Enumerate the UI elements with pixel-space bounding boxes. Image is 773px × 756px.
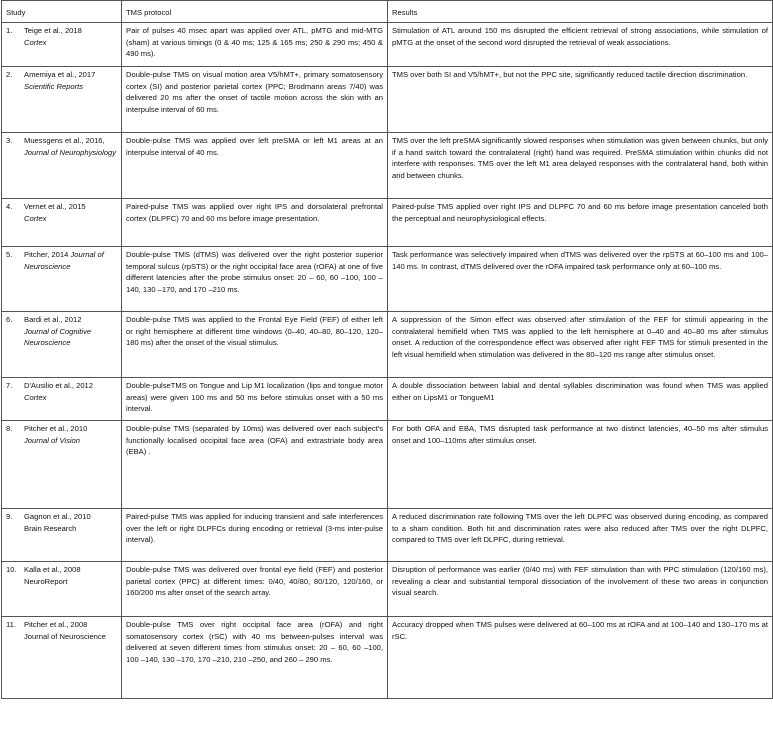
- row-number: 7.: [6, 381, 13, 390]
- row-number: 4.: [6, 202, 13, 211]
- table-row: [2, 509, 773, 562]
- results-cell: Accuracy dropped when TMS pulses were delivered at 60–100 ms at rOFA and at 100–140 and 130–170 ms at rSC.: [388, 617, 773, 699]
- study-journal: Brain Research: [24, 523, 77, 533]
- study-journal: NeuroReport: [24, 576, 68, 586]
- study-cell: [2, 67, 122, 133]
- results-cell: A reduced discrimination rate following TMS over the left DLPFC was observed during encoding, as compared to a sham condition. Both hit and discrimination rates were also reduced after TMS over the right DLPFC, compared to TMS over left DLPFC, during retrieval.: [388, 509, 773, 562]
- row-number: 11.: [6, 620, 16, 629]
- protocol-cell: Double-pulse TMS was applied to the Frontal Eye Field (FEF) of either left or right hemisphere at different time windows (0–40, 40–80, 80–120, 120–180 ms) after the onset of the visual stimulus.: [122, 312, 388, 378]
- study-cell: [2, 23, 122, 67]
- study-journal: Journal of Neurophysiology: [24, 147, 117, 157]
- study-citation: Pitcher et al., 2010: [24, 424, 88, 433]
- study-citation: Muessgens et al., 2016,: [24, 136, 105, 145]
- row-number: 9.: [6, 512, 13, 521]
- table-row: [2, 247, 773, 312]
- row-number: 2.: [6, 70, 13, 79]
- protocol-cell: Double-pulse TMS (separated by 10ms) was delivered over each subject's functionally localised occipital face area (OFA) and extrastriate body area (EBA) .: [122, 421, 388, 509]
- header-row: [2, 1, 773, 23]
- row-number: 3.: [6, 136, 13, 145]
- results-cell: TMS over the left preSMA significantly slowed responses when stimulation was given between chunks, but only if a hand switch toward the contralateral (right) hand was required. PreSMA stimulation within chunks did not interfere with responses. TMS over the left M1 area delayed responses with the contralateral hand, both within and between chunks.: [388, 133, 773, 199]
- protocol-cell: Double-pulseTMS on Tongue and Lip M1 localization (lips and tongue motor areas) were given 100 ms and 50 ms before stimulus onset with a 50 ms interval.: [122, 378, 388, 421]
- results-cell: Disruption of performance was earlier (0/40 ms) with FEF stimulation than with PPC stimulation (120/160 ms), revealing a clear and substantial temporal dissociation of the involvement of these two areas in conjunction visual search.: [388, 562, 773, 617]
- study-cell: [2, 617, 122, 699]
- results-cell: For both OFA and EBA, TMS disrupted task performance at two distinct latencies, 40–50 ms after stimulus onset and 100–110ms after stimulus onset.: [388, 421, 773, 509]
- table-row: [2, 312, 773, 378]
- study-citation: Gagnon et al., 2010: [24, 512, 91, 521]
- study-citation: Teige et al., 2018: [24, 26, 82, 35]
- study-journal: Journal of Vision: [24, 435, 81, 445]
- results-cell: TMS over both SI and V5/hMT+, but not the PPC site, significantly reduced tactile direction discrimination.: [388, 67, 773, 133]
- study-citation: Kalla et al., 2008: [24, 565, 81, 574]
- results-cell: A suppression of the Simon effect was observed after stimulation of the FEF for stimuli appearing in the contralateral hemifield when TMS was applied to the left hemisphere at 0–40 and 40–80 ms after stimulus onset. A reduction of the correspondence effect was observed after right FEF TMS for stimuli presented in the left visual hemifield when stimulation was delivered in the 80–120 ms range after stimulus onset.: [388, 312, 773, 378]
- table-row: [2, 617, 773, 699]
- study-cell: [2, 509, 122, 562]
- study-journal: Journal of Neuroscience: [24, 250, 104, 271]
- row-number: 6.: [6, 315, 13, 324]
- tms-studies-table: [1, 0, 773, 699]
- table-row: [2, 421, 773, 509]
- study-cell: [2, 421, 122, 509]
- header-protocol: TMS protocol: [122, 1, 388, 23]
- study-journal: Journal of Cognitive Neuroscience: [24, 326, 92, 348]
- header-study: Study: [2, 1, 122, 23]
- table-row: [2, 67, 773, 133]
- study-cell: [2, 199, 122, 247]
- row-number: 1.: [6, 26, 13, 35]
- protocol-cell: Double-pulse TMS on visual motion area V5/hMT+, primary somatosensory cortex (SI) and posterior parietal cortex (PPC; Brodmann areas 7/40) was delivered 20 ms after the onset of tactile motion across the skin with an interpulse interval of 60 ms.: [122, 67, 388, 133]
- protocol-cell: Pair of pulses 40 msec apart was applied over ATL, pMTG and mid-MTG (sham) at various timings (0 & 40 ms; 125 & 165 ms; 250 & 290 ms; 450 & 490 ms).: [122, 23, 388, 67]
- results-cell: A double dissociation between labial and dental syllables discrimination was found when TMS was applied either on LipsM1 or TongueM1: [388, 378, 773, 421]
- results-cell: Paired-pulse TMS applied over right IPS and DLPFC 70 and 60 ms before image presentation canceled both the perceptual and neurophysiological effects.: [388, 199, 773, 247]
- protocol-cell: Double-pulse TMS (dTMS) was delivered over the right posterior superior temporal sulcus (rpSTS) or the right occipital face area (rOFA) at one of five different latencies after the probe stimulus onset: 20 – 60, 60 –100, 100 –140, 130 –170, and 170 –210 ms.: [122, 247, 388, 312]
- study-journal: Scientific Reports: [24, 81, 84, 91]
- table-row: [2, 23, 773, 67]
- study-citation: Vernet et al., 2015: [24, 202, 86, 211]
- study-citation: D'Ausilio et al., 2012: [24, 381, 93, 390]
- study-citation: Bardi et al., 2012: [24, 315, 82, 324]
- study-cell: [2, 378, 122, 421]
- results-cell: Task performance was selectively impaired when dTMS was delivered over the rpSTS at 60–100 ms and 100–140 ms. In contrast, dTMS delivered over the rOFA impaired task performance only at 60–100 ms.: [388, 247, 773, 312]
- table-row: [2, 562, 773, 617]
- study-cell: [2, 247, 122, 312]
- study-journal: Cortex: [24, 37, 47, 47]
- protocol-cell: Double-pulse TMS was applied over left preSMA or left M1 areas at an interpulse interval of 40 ms.: [122, 133, 388, 199]
- study-journal: Journal of Neuroscience: [24, 631, 106, 641]
- study-citation: Pitcher et al., 2008: [24, 620, 88, 629]
- study-cell: [2, 312, 122, 378]
- row-number: 10.: [6, 565, 17, 574]
- study-journal: Cortex: [24, 213, 47, 223]
- header-results: Results: [388, 1, 773, 23]
- row-number: 5.: [6, 250, 13, 259]
- study-citation: Pitcher, 2014: [24, 250, 69, 259]
- study-citation: Amemiya et al., 2017: [24, 70, 96, 79]
- table-row: [2, 199, 773, 247]
- study-cell: [2, 133, 122, 199]
- table-row: [2, 133, 773, 199]
- protocol-cell: Paired-pulse TMS was applied for inducing transient and safe interferences over the left or right DLPFCs during encoding or retrieval (3-ms inter-pulse interval).: [122, 509, 388, 562]
- study-journal: Cortex: [24, 392, 47, 402]
- protocol-cell: Double-pulse TMS over right occipital face area (rOFA) and right somatosensory cortex (rSC) with 40 ms between-pulses interval was delivered at seven different times from stimulus onset: 20 – 60, 60 –100, 100 –140, 130 –170, 170 –210, 210 –250, and 260 – 290 ms.: [122, 617, 388, 699]
- table-row: [2, 378, 773, 421]
- protocol-cell: Paired-pulse TMS was applied over right IPS and dorsolateral prefrontal cortex (DLPFC) 70 and 60 ms before image presentation.: [122, 199, 388, 247]
- study-cell: [2, 562, 122, 617]
- protocol-cell: Double-pulse TMS was delivered over frontal eye field (FEF) and posterior parietal cortex (PPC) at different times: 0/40, 40/80, 80/120, 120/160, or 160/200 ms after onset of the search array.: [122, 562, 388, 617]
- row-number: 8.: [6, 424, 13, 433]
- results-cell: Stimulation of ATL around 150 ms disrupted the efficient retrieval of strong associations, while stimulation of pMTG at the onset of the second word disrupted the retrieval of weak associations.: [388, 23, 773, 67]
